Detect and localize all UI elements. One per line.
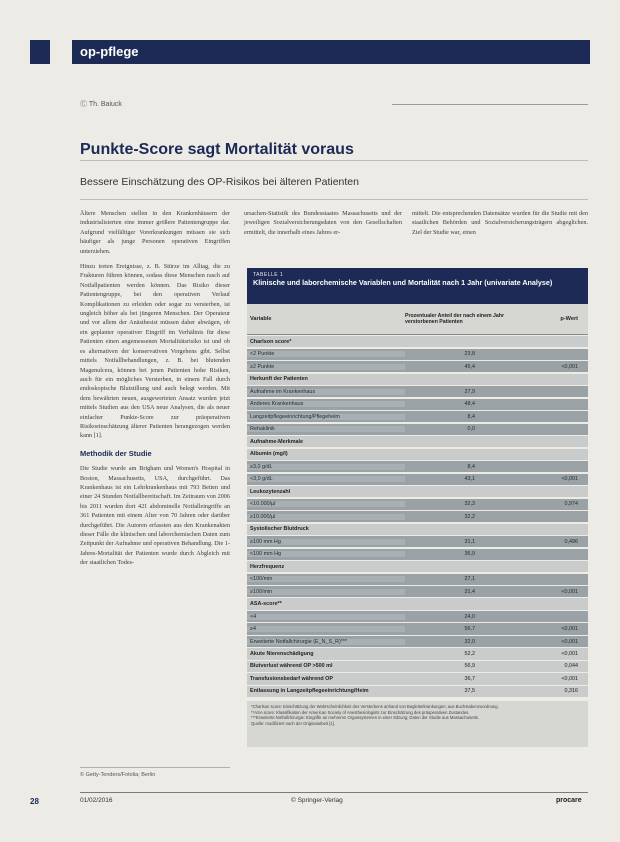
cell-variable: ≥2 Punkte [247, 364, 405, 370]
cell-pvalue: 0,974 [564, 501, 578, 508]
cell-percent: 8,4 [467, 413, 475, 420]
cell-percent: 48,4 [464, 401, 475, 408]
table-row [247, 536, 588, 547]
cell-pvalue: <0,001 [561, 588, 578, 595]
table-row [247, 386, 588, 397]
cell-variable: Transfusionsbedarf während OP [250, 675, 333, 682]
cell-percent: 52,2 [464, 651, 475, 657]
author-credit: Ⓒ Th. Baiuck [80, 101, 122, 108]
text-column-2 [244, 209, 402, 243]
column-header-pvalue: p-Wert [560, 316, 578, 322]
table-row [247, 586, 588, 597]
table-row [247, 673, 588, 684]
cell-pvalue: <0,001 [561, 363, 578, 370]
column-header-variable: Variable [250, 316, 272, 322]
cell-pvalue: <0,001 [561, 638, 578, 645]
table-row [247, 648, 588, 659]
footnote: **ASA score: Klassifikation der American Society of Anesthesiologists zur Einschätzung des präoperativen Zustandes. [251, 709, 470, 715]
table-row [247, 636, 588, 647]
table-row [247, 549, 588, 560]
cell-variable: Akute Nierenschädigung [250, 651, 314, 657]
paragraph: ursachen-Statistik des Bundesstaates Massachusetts und der jeweiligen Sozialversicherungsdaten von den Gesellschaften ermittelt, die innerhalb eines Jahres er- [244, 210, 402, 236]
table-row [247, 336, 588, 347]
cell-pvalue: <0,001 [561, 651, 578, 657]
table-tag: TABELLE 1 [253, 272, 284, 278]
cell-variable: Herzfrequenz [250, 563, 285, 570]
author-rule [392, 104, 588, 105]
cell-variable: Rehaklinik [247, 426, 405, 432]
cell-percent: 8,4 [467, 463, 475, 470]
credit-rule [80, 767, 230, 768]
title-rule [80, 160, 588, 161]
cell-variable: ASA-score** [250, 601, 282, 608]
text-column-3 [412, 209, 588, 243]
section-label: op-pflege [80, 44, 139, 59]
table-row [247, 399, 588, 410]
cell-variable: ≥10.000/µl [247, 514, 405, 520]
cell-variable: ≥100/min [247, 589, 405, 595]
table-column-headers [247, 304, 588, 335]
cell-variable: Entlassung in Langzeitpflegeeinrichtung/Heim [250, 688, 369, 695]
cell-variable: Langzeitpflegeeinrichtung/Pflegeheim [247, 414, 405, 420]
cell-percent: 31,1 [464, 538, 475, 545]
cell-pvalue: <0,001 [561, 626, 578, 633]
table-row [247, 461, 588, 472]
cell-pvalue: <0,001 [561, 476, 578, 483]
table-row [247, 436, 588, 447]
footnote: ***Erweiterte Notfallchirurgie: Eingriffe an mehreren Organsystemen in einer Sitzung; Daten der Studie aus Massachusetts. [251, 715, 480, 721]
section-heading: Methodik der Studie [80, 448, 152, 458]
cell-pvalue: 0,316 [564, 688, 578, 695]
cell-pvalue: 0,044 [564, 663, 578, 670]
paragraph: Hinzu treten Ereignisse, z. B. Stürze im Alltag, die zu Frakturen führen können, sodass diese Menschen rasch auf Notfallpatienten werden können. Das Risiko dieser Patientengruppe, bei den operativen Verlauf Komplikationen zu erleiden oder sogar zu versterben, ist ungleich höher als bei jüngeren Menschen. Der Operateur und vor allem der Anästhesist müssen daher abwägen, ob ein geplanter operativer Eingriff im Verhältnis für diese Patienten einen angemessenen Mortalitätsrisiko ist und ob es alternativen der konservativen Vorgehens gibt. Selbst mittels Notfallbehandlungen, z. B. bei blutenden Magenulcera, können bei jenen Patienten hohe Risiken, auch für ein mögliches Versterben, in einem Fall durch endoskopische Blutstillung und auch belegt werden. Mit dem bewährten neuen, ausgewerteten Ansatz wurden jetzt mittels Studien aus den USA neue Analysen, die als neuer einfacher Punkte-Score zur präoperativen Risikoeinschätzung älterer Patienten herangezogen werden kann [1]. [80, 263, 230, 440]
cell-percent: 36,7 [464, 675, 475, 682]
cell-percent: 23,8 [464, 351, 475, 358]
text-column-1 [80, 209, 230, 574]
paragraph: Ältere Menschen stellen in den Krankenhäusern der industrialisierten eine immer größere Patientengruppe dar. Aufgrund vielfältiger Vorerkrankungen müssen sie sich häufiger als junge Personen operativen Eingriffen unterziehen. [80, 210, 230, 255]
table-row [247, 486, 588, 497]
table-row [247, 524, 588, 535]
publisher: © Springer-Verlag [291, 797, 343, 804]
cell-percent: 32,0 [464, 638, 475, 645]
cell-percent: 0,0 [467, 426, 475, 433]
results-table [247, 268, 588, 747]
footer-rule [80, 792, 588, 793]
cell-variable: <10.000/µl [247, 501, 405, 507]
table-row [247, 686, 588, 697]
cell-percent: 32,3 [464, 501, 475, 508]
cell-variable: Aufnahme-Merkmale [250, 438, 304, 445]
cell-variable: ≥100 mm Hg [247, 539, 405, 545]
paragraph: Die Studie wurde am Brigham und Women's Hospital in Boston, Massachusetts, USA, durchgeführt. Das Krankenhaus ist ein Lehrkrankenhaus mit 793 Betten und einer 24 Stunden Notfallbereitschaft. Im Zeitraum von 2006 bis 2011 wurden dort 421 abdominelle Notfalleingriffe an 361 Patienten mit einem Alter von 70 Jahren oder darüber durchgeführt. Die Autoren erfassten aus den Krankenakten dieser Fälle die klinischen und laborchemischen Daten zum Zeitpunkt der Aufnahme und operativen Behandlung. Die 1-Jahres-Mortalität der Patienten wurde durch Abgleich mit der staatlichen Todes- [80, 465, 230, 567]
journal-brand: procare [556, 797, 582, 804]
subtitle-rule [80, 199, 588, 200]
cell-percent: 56,9 [464, 663, 475, 670]
cell-percent: 56,7 [464, 626, 475, 633]
paragraph: mittelt. Die entsprechenden Datensätze wurden für die Studie mit den staatlichen Behörden und Sozialversicherungsträgern abgeglichen. Ziel der Studie war, einen [412, 210, 588, 236]
table-row [247, 574, 588, 585]
cell-percent: 45,4 [464, 363, 475, 370]
cell-variable: Erweiterte Notfallchirurgie (E_N_S_R)*** [247, 639, 405, 645]
cell-percent: 37,5 [464, 688, 475, 695]
issue-date: 01/02/2016 [80, 797, 113, 804]
cell-variable: ≥4 [247, 626, 405, 632]
table-row [247, 374, 588, 385]
table-row [247, 561, 588, 572]
cell-variable: Anderes Krankenhaus [247, 401, 405, 407]
table-row [247, 661, 588, 672]
cell-percent: 27,1 [464, 576, 475, 583]
table-row [247, 499, 588, 510]
cell-variable: <2 Punkte [247, 351, 405, 357]
table-row [247, 361, 588, 372]
cell-percent: 32,2 [464, 513, 475, 520]
cell-variable: Albumin (mg/l) [250, 451, 288, 458]
footnote: *Charlson score: Einschätzung der Wahrscheinlichkeit des Versterbens anhand von Begleiterkrankungen; aus Buchstabenzuordnung. [251, 704, 499, 710]
cell-variable: Herkunft der Patienten [250, 376, 308, 383]
table-row [247, 424, 588, 435]
cell-variable: ≥3,0 g/dL [247, 464, 405, 470]
cell-variable: <3,0 g/dL [247, 476, 405, 482]
cell-variable: Leukozytenzahl [250, 488, 291, 495]
cell-variable: <4 [247, 614, 405, 620]
cell-percent: 36,9 [464, 551, 475, 558]
section-band [72, 40, 590, 64]
cell-variable: Systolischer Blutdruck [250, 526, 309, 533]
page-number: 28 [30, 797, 39, 806]
table-row [247, 411, 588, 422]
table-footnotes [247, 701, 588, 747]
table-title: Klinische und laborchemische Variablen und Mortalität nach 1 Jahr (univariate Analyse) [253, 278, 553, 287]
cell-variable: Charlson score* [250, 338, 292, 345]
footnote: Quelle: modifiziert nach der Originalarbeit [1]. [251, 720, 336, 726]
cell-variable: <100 mm Hg [247, 551, 405, 557]
cell-percent: 43,1 [464, 476, 475, 483]
cell-percent: 24,0 [464, 613, 475, 620]
column-header-percent: Prozentualer Anteil der nach einem Jahr verstorbenen Patienten [405, 312, 504, 325]
table-body [247, 336, 588, 697]
header-marker [30, 40, 50, 64]
cell-variable: Aufnahme im Krankenhaus [247, 389, 405, 395]
cell-variable: <100/min [247, 576, 405, 582]
cell-percent: 31,4 [464, 588, 475, 595]
table-row [247, 598, 588, 609]
cell-pvalue: <0,001 [561, 675, 578, 682]
table-row [247, 474, 588, 485]
cell-percent: 27,9 [464, 388, 475, 395]
photo-credit: © Getty-Tenders/Fotolia; Berlin [80, 772, 156, 778]
table-header [247, 268, 588, 304]
article-subtitle: Bessere Einschätzung des OP-Risikos bei älteren Patienten [80, 176, 359, 188]
table-row [247, 449, 588, 460]
table-row [247, 349, 588, 360]
cell-variable: Blutverlust während OP >500 ml [250, 663, 333, 670]
table-row [247, 623, 588, 634]
table-row [247, 511, 588, 522]
article-title: Punkte-Score sagt Mortalität voraus [80, 141, 354, 158]
table-row [247, 611, 588, 622]
cell-pvalue: 0,496 [564, 538, 578, 545]
